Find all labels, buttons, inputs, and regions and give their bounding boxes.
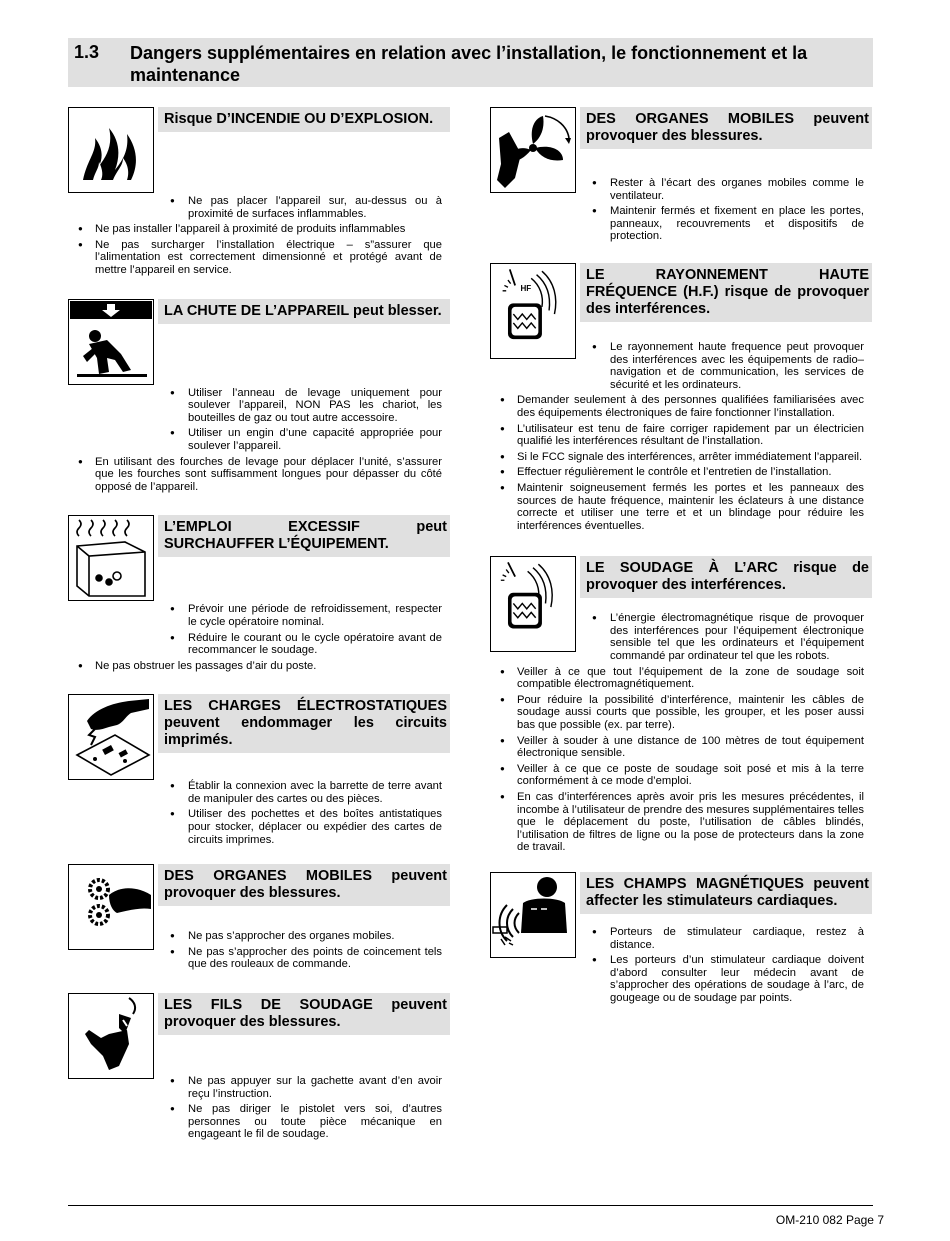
section-number: 1.3 [74,42,100,62]
bullet-item: ● Réduire le courant ou le cycle opératoire avant de recommancer le soudage. [68,632,442,657]
bullet-item: ● Si le FCC signale des interférences, arrêter immédiatement l’appareil. [490,451,864,464]
hazard-high-frequency [490,263,874,532]
bullet-item: ● Prévoir une période de refroidissement, respecter le cycle opératoire nominal. [68,603,442,628]
hazard-title: LES CHAMPS MAGNÉTIQUES peuvent affecter les stimulateurs cardiaques. [580,872,872,914]
hazard-magnetic-fields [490,872,874,1005]
hazard-title: L’EMPLOI EXCESSIF peut SURCHAUFFER L’ÉQUIPEMENT. [158,515,450,557]
falling-equipment-icon [68,299,154,385]
bullet-item: ● Ne pas appuyer sur la gachette avant d’en avoir reçu l’instruction. [68,1075,442,1100]
hazard-overheating [68,515,452,672]
hazard-moving-parts [68,864,452,971]
hazard-title: DES ORGANES MOBILES peuvent provoquer des blessures. [158,864,450,906]
bullet-item: ● Ne pas installer l’appareil à proximité de produits inflammables [68,223,442,236]
bullet-item: ● Pour réduire la possibilité d’interférence, maintenir les câbles de soudage aussi courts que possible, les grouper, et les poser aussi bas que possible (ex. par terre). [490,694,864,732]
bullet-item: ● En utilisant des fourches de levage pour déplacer l’unité, s’assurer que les fourches sont suffisamment longues pour dépasser du côté opposé de l’appareil. [68,456,442,494]
bullet-item: ● L’énergie électromagnétique risque de provoquer des interférences pour l’équipement électronique sensible tel que les ordinateurs et l’équipement commandé par ordinateur tel que les robots. [490,612,864,662]
bullet-item: ● Veiller à ce que tout l’équipement de la zone de soudage soit compatible électromagnétiquement. [490,666,864,691]
hazard-moving-parts-fan [490,107,874,243]
hazard-title: LE SOUDAGE À L’ARC risque de provoquer des interférences. [580,556,872,598]
hazard-fire [68,107,452,277]
bullet-item: ● Le rayonnement haute frequence peut provoquer des interférences avec les équipements de radio–navigation et de communication, les services de sécurité et les ordinateurs. [490,341,864,391]
bullet-item: ● Porteurs de stimulateur cardiaque, restez à distance. [490,926,864,951]
static-electricity-icon [68,694,154,780]
bullet-item: ● Utiliser des pochettes et des boîtes antistatiques pour stocker, déplacer ou expédier des cartes de circuits imprimes. [68,808,442,846]
hazard-title: LA CHUTE DE L’APPAREIL peut blesser. [158,299,450,324]
bullet-item: ● Utiliser un engin d’une capacité appropriée pour soulever l’appareil. [68,427,442,452]
hazard-title: LE RAYONNEMENT HAUTE FRÉQUENCE (H.F.) risque de provoquer des interférences. [580,263,872,322]
bullet-item: ● Ne pas s’approcher des organes mobiles. [68,930,442,943]
bullet-item: ● Ne pas obstruer les passages d’air du poste. [68,660,442,673]
bullet-item: ● Rester à l’écart des organes mobiles comme le ventilateur. [490,177,864,202]
left-column [68,107,452,1159]
hazard-falling-equipment [68,299,452,494]
bullet-item: ● Maintenir soigneusement fermés les portes et les panneaux des sources de haute fréquence, maintenir les éclateurs à une distance correcte et utiliser une terre et et un blindage pour réduire les interférences éventuelles. [490,482,864,532]
hazard-arc-interference [490,556,874,854]
bullet-item: ● Établir la connexion avec la barrette de terre avant de manipuler des cartes ou des pièces. [68,780,442,805]
hazard-welding-wire [68,993,452,1141]
bullet-item: ● Ne pas placer l’appareil sur, au-dessus ou à proximité de surfaces inflammables. [68,195,442,220]
welding-wire-icon [68,993,154,1079]
hazard-title: Risque D’INCENDIE OU D’EXPLOSION. [158,107,450,132]
bullet-item: ● En cas d’interférences après avoir pris les mesures précédentes, il incombe à l’utilisateur de prendre des mesures supplémentaires telles que le déplacement du poste, l’utilisation de câbles blindés, l’utilisation de filtres de ligne ou la pose de protecteurs dans la zone de travail. [490,791,864,854]
bullet-item: ● Veiller à ce que ce poste de soudage soit posé et mis à la terre conformément à ce mode d’emploi. [490,763,864,788]
right-column [490,107,874,1023]
page-footer: OM-210 082 Page 7 [775,1213,884,1227]
bullet-item: ● L’utilisateur est tenu de faire corriger rapidement par un électricien qualifié les interférences résultant de l’installation. [490,423,864,448]
footer-rule [68,1205,873,1206]
hazard-title: LES FILS DE SOUDAGE peuvent provoquer des blessures. [158,993,450,1035]
hf-label: HF [520,283,532,293]
hazard-title: DES ORGANES MOBILES peuvent provoquer des blessures. [580,107,872,149]
bullet-item: ● Effectuer régulièrement le contrôle et l’entretien de l’installation. [490,466,864,479]
bullet-item: ● Ne pas s’approcher des points de coincement tels que des rouleaux de commande. [68,946,442,971]
bullet-item: ● Ne pas surcharger l’installation électrique – s”assurer que l’alimentation est correctement dimensionné et protégé avant de mettre l’appareil en service. [68,239,442,277]
bullet-item: ● Demander seulement à des personnes qualifiées familiarisées avec des équipements électroniques de faire fonctionner l’installation. [490,394,864,419]
bullet-item: ● Maintenir fermés et fixement en place les portes, panneaux, recouvrements et dispositifs de protection. [490,205,864,243]
bullet-item: ● Utiliser l’anneau de levage uniquement pour soulever l’appareil, NON PAS les chariot, les bouteilles de gaz ou tout autre accessoire. [68,387,442,425]
section-header [68,38,873,87]
fire-explosion-icon [68,107,154,193]
overheating-icon [68,515,154,601]
bullet-item: ● Les porteurs d’un stimulateur cardiaque doivent d’abord consulter leur médecin avant de s’approcher des opérations de soudage à l’arc, de gougeage ou de soudage par points. [490,954,864,1004]
bullet-item: ● Ne pas diriger le pistolet vers soi, d’autres personnes ou toute pièce mécanique en engageant le fil de soudage. [68,1103,442,1141]
bullet-item: ● Veiller à souder à une distance de 100 mètres de tout équipement électronique sensible. [490,735,864,760]
hazard-static-electricity [68,694,452,846]
hazard-title: LES CHARGES ÉLECTROSTATIQUES peuvent endommager les circuits imprimés. [158,694,450,753]
section-title: Dangers supplémentaires en relation avec l’installation, le fonctionnement et la maintenance [130,43,808,85]
